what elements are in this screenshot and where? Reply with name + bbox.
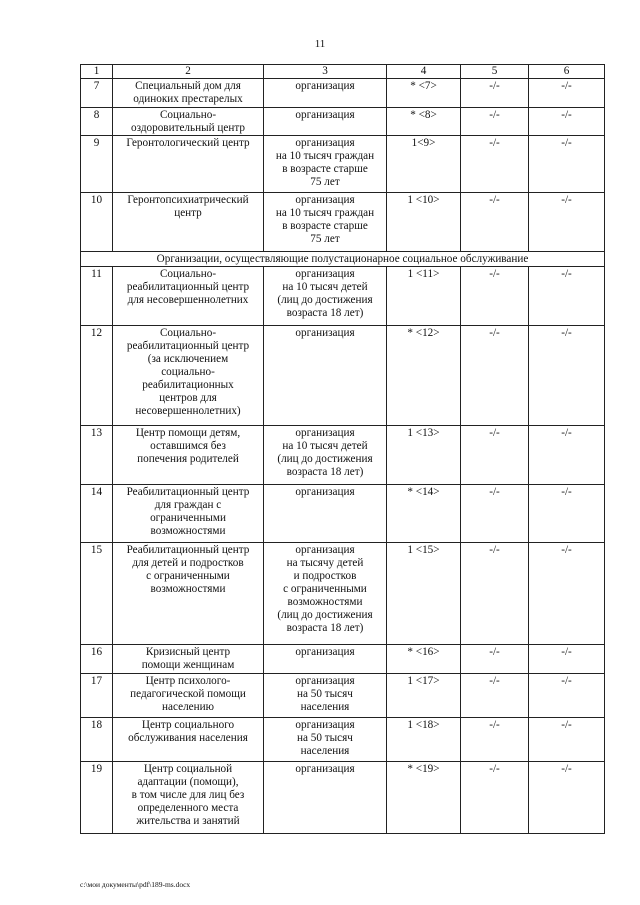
norm-cell <box>264 762 387 834</box>
cell-text-line: возраста 18 лет) <box>286 466 364 478</box>
column-6-cell: -/- <box>529 136 605 193</box>
column-5-cell: -/- <box>461 108 529 136</box>
norm-cell <box>264 79 387 108</box>
norm-cell <box>264 674 387 718</box>
header-cell: 2 <box>113 65 264 79</box>
row-number-cell: 19 <box>81 762 113 834</box>
header-cell: 1 <box>81 65 113 79</box>
table-row <box>81 79 605 108</box>
code-cell: * <19> <box>387 762 461 834</box>
section-row <box>81 252 605 267</box>
row-number-cell: 17 <box>81 674 113 718</box>
cell-text-line: организация <box>295 427 355 439</box>
cell-text-line: адаптации (помощи), <box>137 776 239 788</box>
cell-text-line: населения <box>300 701 350 713</box>
table-row <box>81 426 605 485</box>
cell-text-line: организация <box>295 675 355 687</box>
row-number-cell: 8 <box>81 108 113 136</box>
row-number-cell: 10 <box>81 193 113 252</box>
column-6-cell: -/- <box>529 193 605 252</box>
cell-text-line: Геронтопсихиатрический <box>127 194 249 206</box>
institution-name-cell <box>113 193 264 252</box>
cell-text-line: помощи женщинам <box>141 659 235 671</box>
cell-text-line: возраста 18 лет) <box>286 307 364 319</box>
cell-text-line: оставшимся без <box>150 440 226 452</box>
column-5-cell: -/- <box>461 136 529 193</box>
table-row <box>81 193 605 252</box>
cell-text-line: возможностями <box>287 596 363 608</box>
norm-cell <box>264 718 387 762</box>
cell-text-line: реабилитационный центр <box>126 281 250 293</box>
cell-text-line: 75 лет <box>310 233 340 245</box>
cell-text-line: жительства и занятий <box>136 815 240 827</box>
row-number-cell: 7 <box>81 79 113 108</box>
column-6-cell: -/- <box>529 762 605 834</box>
cell-text-line: возможностями <box>150 525 226 537</box>
column-5-cell: -/- <box>461 645 529 674</box>
code-cell: 1 <10> <box>387 193 461 252</box>
row-number-cell: 14 <box>81 485 113 543</box>
header-cell: 4 <box>387 65 461 79</box>
column-5-cell: -/- <box>461 543 529 645</box>
norm-cell <box>264 136 387 193</box>
table-row <box>81 762 605 834</box>
cell-text-line: организация <box>295 268 355 280</box>
institution-name-cell <box>113 136 264 193</box>
table-row <box>81 645 605 674</box>
column-5-cell: -/- <box>461 762 529 834</box>
cell-text-line: Центр социального <box>141 719 235 731</box>
cell-text-line: центр <box>174 207 202 219</box>
cell-text-line: с ограниченными <box>283 583 367 595</box>
column-5-cell: -/- <box>461 485 529 543</box>
code-cell: 1 <15> <box>387 543 461 645</box>
cell-text-line: Социально- <box>159 268 217 280</box>
code-cell: * <14> <box>387 485 461 543</box>
cell-text-line: Кризисный центр <box>145 646 231 658</box>
cell-text-line: Социально- <box>159 327 217 339</box>
column-6-cell: -/- <box>529 645 605 674</box>
table-row <box>81 326 605 426</box>
table-row <box>81 136 605 193</box>
cell-text-line: обслуживания населения <box>128 732 248 744</box>
cell-text-line: Центр социальной <box>143 763 233 775</box>
institution-name-cell <box>113 485 264 543</box>
row-number-cell: 9 <box>81 136 113 193</box>
cell-text-line: на тысячу детей <box>286 557 364 569</box>
cell-text-line: одиноких престарелых <box>133 93 243 105</box>
cell-text-line: на 10 тысяч граждан <box>275 150 375 162</box>
header-cell: 6 <box>529 65 605 79</box>
code-cell: * <8> <box>387 108 461 136</box>
header-row <box>81 65 605 79</box>
norm-cell <box>264 267 387 326</box>
cell-text-line: (лиц до достижения <box>277 294 373 306</box>
cell-text-line: организация <box>295 109 355 121</box>
cell-text-line: в том числе для лиц без <box>131 789 245 801</box>
institution-name-cell <box>113 267 264 326</box>
table-row <box>81 267 605 326</box>
cell-text-line: населения <box>300 745 350 757</box>
cell-text-line: организация <box>295 327 355 339</box>
table-row <box>81 108 605 136</box>
code-cell: * <16> <box>387 645 461 674</box>
norm-cell <box>264 193 387 252</box>
cell-text-line: возможностями <box>150 583 226 595</box>
institution-name-cell <box>113 762 264 834</box>
cell-text-line: организация <box>295 486 355 498</box>
services-table <box>80 64 605 834</box>
row-number-cell: 16 <box>81 645 113 674</box>
cell-text-line: социально- <box>161 366 215 378</box>
cell-text-line: для несовершеннолетних <box>127 294 249 306</box>
column-6-cell: -/- <box>529 326 605 426</box>
code-cell: 1 <13> <box>387 426 461 485</box>
column-5-cell: -/- <box>461 193 529 252</box>
institution-name-cell <box>113 426 264 485</box>
footer-file-path: c:\мои документы\pdf\189-ms.docx <box>80 880 191 889</box>
column-5-cell: -/- <box>461 426 529 485</box>
institution-name-cell <box>113 718 264 762</box>
cell-text-line: для детей и подростков <box>132 557 244 569</box>
table-body <box>81 65 605 834</box>
cell-text-line: для граждан с <box>154 499 222 511</box>
cell-text-line: 75 лет <box>310 176 340 188</box>
row-number-cell: 13 <box>81 426 113 485</box>
column-5-cell: -/- <box>461 718 529 762</box>
table-row <box>81 718 605 762</box>
cell-text-line: оздоровительный центр <box>131 122 245 134</box>
cell-text-line: организация <box>295 80 355 92</box>
cell-text-line: Реабилитационный центр <box>126 544 250 556</box>
institution-name-cell <box>113 543 264 645</box>
column-5-cell: -/- <box>461 79 529 108</box>
institution-name-cell <box>113 108 264 136</box>
cell-text-line: с ограниченными <box>146 570 230 582</box>
cell-text-line: Геронтологический центр <box>126 137 250 149</box>
norm-cell <box>264 485 387 543</box>
cell-text-line: организация <box>295 137 355 149</box>
column-6-cell: -/- <box>529 718 605 762</box>
cell-text-line: определенного места <box>137 802 239 814</box>
cell-text-line: Центр психолого- <box>145 675 231 687</box>
norm-cell <box>264 645 387 674</box>
norm-cell <box>264 543 387 645</box>
column-5-cell: -/- <box>461 674 529 718</box>
cell-text-line: на 10 тысяч детей <box>282 281 368 293</box>
section-title: Организации, осуществляющие полустационарное социальное обслуживание <box>81 252 605 267</box>
column-6-cell: -/- <box>529 543 605 645</box>
code-cell: 1<9> <box>387 136 461 193</box>
institution-name-cell <box>113 645 264 674</box>
cell-text-line: в возрасте старше <box>282 163 368 175</box>
row-number-cell: 15 <box>81 543 113 645</box>
cell-text-line: (за исключением <box>147 353 229 365</box>
cell-text-line: ограниченными <box>150 512 226 524</box>
header-cell: 5 <box>461 65 529 79</box>
cell-text-line: возраста 18 лет) <box>286 622 364 634</box>
cell-text-line: организация <box>295 719 355 731</box>
norm-cell <box>264 326 387 426</box>
cell-text-line: на 10 тысяч граждан <box>275 207 375 219</box>
cell-text-line: населению <box>162 701 214 713</box>
cell-text-line: на 50 тысяч <box>297 688 353 700</box>
code-cell: 1 <18> <box>387 718 461 762</box>
code-cell: * <12> <box>387 326 461 426</box>
cell-text-line: Специальный дом для <box>135 80 241 92</box>
cell-text-line: Центр помощи детям, <box>135 427 241 439</box>
column-6-cell: -/- <box>529 426 605 485</box>
cell-text-line: и подростков <box>293 570 357 582</box>
row-number-cell: 11 <box>81 267 113 326</box>
column-5-cell: -/- <box>461 326 529 426</box>
page-number: 11 <box>314 38 326 50</box>
code-cell: 1 <17> <box>387 674 461 718</box>
cell-text-line: организация <box>295 194 355 206</box>
header-cell: 3 <box>264 65 387 79</box>
code-cell: 1 <11> <box>387 267 461 326</box>
institution-name-cell <box>113 674 264 718</box>
cell-text-line: организация <box>295 544 355 556</box>
column-6-cell: -/- <box>529 267 605 326</box>
cell-text-line: реабилитационный центр <box>126 340 250 352</box>
institution-name-cell <box>113 326 264 426</box>
cell-text-line: организация <box>295 763 355 775</box>
cell-text-line: Социально- <box>159 109 217 121</box>
table-row <box>81 485 605 543</box>
cell-text-line: центров для <box>159 392 217 404</box>
cell-text-line: педагогической помощи <box>130 688 246 700</box>
table-row <box>81 674 605 718</box>
cell-text-line: (лиц до достижения <box>277 453 373 465</box>
column-6-cell: -/- <box>529 108 605 136</box>
table-row <box>81 543 605 645</box>
row-number-cell: 18 <box>81 718 113 762</box>
cell-text-line: реабилитационных <box>142 379 234 391</box>
cell-text-line: на 10 тысяч детей <box>282 440 368 452</box>
column-6-cell: -/- <box>529 674 605 718</box>
column-6-cell: -/- <box>529 79 605 108</box>
norm-cell <box>264 426 387 485</box>
cell-text-line: в возрасте старше <box>282 220 368 232</box>
cell-text-line: попечения родителей <box>137 453 239 465</box>
code-cell: * <7> <box>387 79 461 108</box>
cell-text-line: (лиц до достижения <box>277 609 373 621</box>
column-5-cell: -/- <box>461 267 529 326</box>
cell-text-line: организация <box>295 646 355 658</box>
cell-text-line: несовершеннолетних) <box>135 405 241 417</box>
column-6-cell: -/- <box>529 485 605 543</box>
cell-text-line: на 50 тысяч <box>297 732 353 744</box>
norm-cell <box>264 108 387 136</box>
institution-name-cell <box>113 79 264 108</box>
row-number-cell: 12 <box>81 326 113 426</box>
cell-text-line: Реабилитационный центр <box>126 486 250 498</box>
